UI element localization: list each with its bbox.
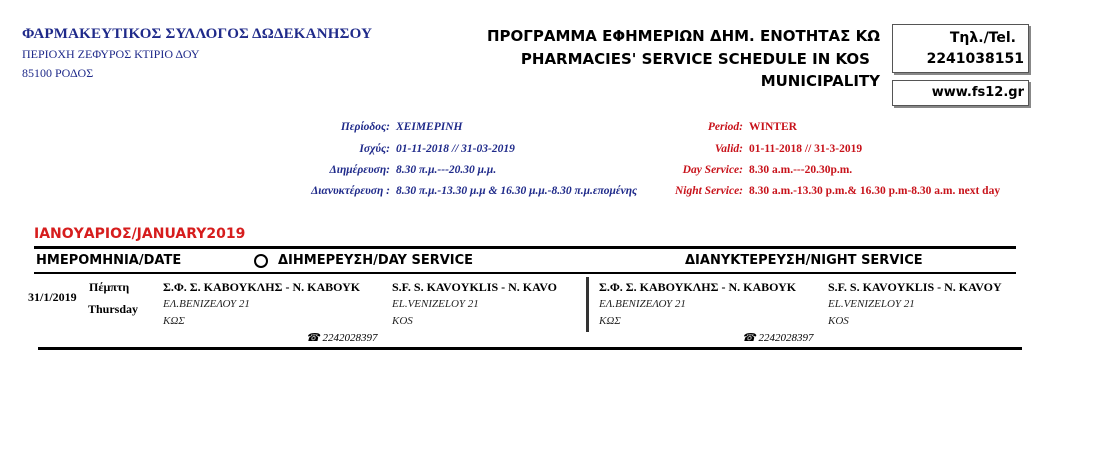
night-pharmacy-name-gr: Σ.Φ. Σ. ΚΑΒΟΥΚΛΗΣ - Ν. ΚΑΒΟΥΚ [599,280,797,294]
website-link[interactable]: www.fs12.gr [931,85,1024,100]
page-title-gr: ΠΡΟΓΡΑΜΜΑ ΕΦΗΜΕΡΙΩΝ ΔΗΜ. ΕΝΟΤΗΤΑΣ ΚΩ [486,27,880,45]
telephone-label: Τηλ./Tel. [949,30,1016,46]
night-pharmacy-address-gr: ΕΛ.ΒΕΝΙΖΕΛΟΥ 21 [599,298,686,310]
night-service-value-gr: 8.30 π.μ.-13.30 μ.μ & 16.30 μ.μ.-8.30 π.μ.επομένης [396,185,638,197]
night-pharmacy-name-en: S.F. S. KAVOYKLIS - N. KAVOY [828,280,1002,294]
day-pharmacy-phone-number: 2242028397 [322,332,378,344]
night-service-header: ΔΙΑΝΥΚΤΕΡΕΥΣΗ/NIGHT SERVICE [685,253,923,268]
day-pharmacy-address-gr: ΕΛ.ΒΕΝΙΖΕΛΟΥ 21 [163,298,250,310]
date-column-header: ΗΜΕΡΟΜΗΝΙΑ/DATE [36,253,182,268]
validity-value-gr: 01-11-2018 // 31-03-2019 [396,143,515,155]
night-service-label-gr: Διανυκτέρευση : [311,185,390,197]
period-value-gr: ΧΕΙΜΕΡΙΝΗ [396,121,463,133]
validity-label-en: Valid: [714,143,743,155]
telephone-icon: ☎ [306,332,320,344]
night-pharmacy-phone [742,331,813,344]
validity-value-en: 01-11-2018 // 31-3-2019 [749,143,863,155]
row-date: 31/1/2019 [28,290,77,304]
day-pharmacy-city-gr: ΚΩΣ [163,315,185,327]
day-service-value-gr: 8.30 π.μ.---20.30 μ.μ. [396,164,497,176]
day-pharmacy-address-en: EL.VENIZELOY 21 [392,298,479,310]
website-box [892,80,1029,106]
day-pharmacy-name-gr: Σ.Φ. Σ. ΚΑΒΟΥΚΛΗΣ - Ν. ΚΑΒΟΥΚ [163,280,361,294]
org-name: ΦΑΡΜΑΚΕΥΤΙΚΟΣ ΣΥΛΛΟΓΟΣ ΔΩΔΕΚΑΝΗΣΟΥ [22,26,373,42]
org-address: ΠΕΡΙΟΧΗ ΖΕΦΥΡΟΣ ΚΤΙΡΙΟ ΔΟΥ [22,47,200,61]
page-title-en-2: MUNICIPALITY [760,72,880,90]
telephone-number: 2241038151 [926,51,1024,67]
header-bottom-rule [34,272,1016,274]
validity-label-gr: Ισχύς: [359,143,390,155]
telephone-box [892,24,1029,73]
night-pharmacy-phone-number: 2242028397 [758,332,814,344]
month-heading: ΙΑΝΟΥΑΡΙΟΣ/JANUARY2019 [34,226,246,242]
telephone-icon: ☎ [742,332,756,344]
column-divider [586,277,589,332]
page-title-en: PHARMACIES' SERVICE SCHEDULE IN KOS [520,50,870,68]
table-bottom-rule [38,347,1022,350]
period-label-en: Period: [707,121,743,133]
night-pharmacy-city-en: KOS [828,315,849,327]
row-day-gr: Πέμπτη [89,280,130,294]
table-top-rule [34,246,1016,249]
period-label-gr: Περίοδος: [340,121,390,133]
org-city: 85100 ΡΟΔΟΣ [22,66,94,80]
day-service-value-en: 8.30 a.m.---20.30p.m. [749,164,853,176]
day-pharmacy-city-en: KOS [392,315,413,327]
night-pharmacy-city-gr: ΚΩΣ [599,315,621,327]
circle-icon [254,254,268,268]
night-pharmacy-address-en: EL.VENIZELOY 21 [828,298,915,310]
day-service-header: ΔΙΗΜΕΡΕΥΣΗ/DAY SERVICE [278,253,474,268]
row-day-en: Thursday [88,302,139,316]
day-service-label-gr: Διημέρευση: [329,164,390,176]
night-service-value-en: 8.30 a.m.-13.30 p.m.& 16.30 p.m-8.30 a.m. next day [749,185,1001,197]
day-pharmacy-phone [306,331,377,344]
period-value-en: WINTER [749,121,797,133]
day-pharmacy-name-en: S.F. S. KAVOYKLIS - N. KAVO [392,280,558,294]
night-service-label-en: Night Service: [674,185,743,197]
day-service-label-en: Day Service: [682,164,743,176]
